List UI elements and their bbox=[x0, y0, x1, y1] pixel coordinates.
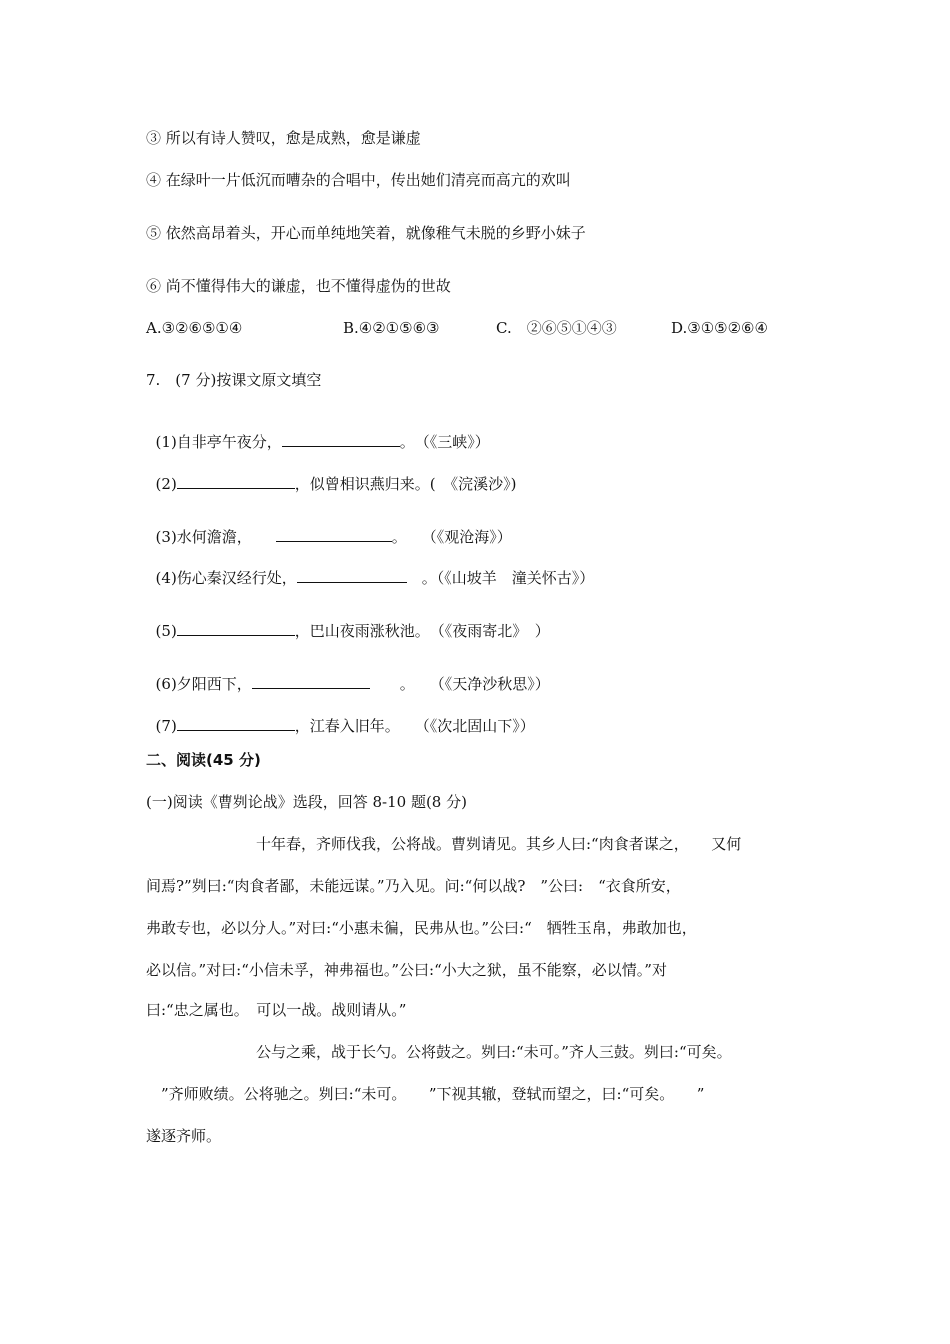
q7-item-1-text: (1)自非亭午夜分， bbox=[155, 433, 282, 451]
passage-para2-line1: 公与之乘，战于长勺。公将鼓之。刿曰:“未可。”齐人三鼓。刿曰:“可矣。 bbox=[256, 1043, 732, 1061]
passage-para2-line2: ”齐师败绩。公将驰之。刿曰:“未可。 ”下视其辙，登轼而望之，曰:“可矣。 ” bbox=[146, 1085, 705, 1103]
q7-item-5 bbox=[146, 601, 550, 641]
q7-item-3-text: (3)水何澹澹， bbox=[155, 528, 252, 546]
q7-item-6 bbox=[146, 654, 550, 694]
q7-item-6-text: (6)夕阳西下， bbox=[155, 675, 252, 693]
q7-item-2-source: ，似曾相识燕归来。( 《浣溪沙》) bbox=[294, 475, 517, 493]
q6-option-b: B.④②①⑤⑥③ bbox=[343, 319, 440, 337]
q7-item-4 bbox=[146, 548, 594, 588]
q7-item-1-source: 。 （《三峡》） bbox=[399, 433, 490, 451]
q6-option-a: A.③②⑥⑤①④ bbox=[146, 319, 243, 337]
q6-option-c: C. ②⑥⑤①④③ bbox=[496, 319, 617, 337]
q7-item-4-source: 。（《山坡羊 潼关怀古》） bbox=[406, 569, 595, 587]
q7-blank-1[interactable] bbox=[282, 432, 400, 447]
q6-option-d: D.③①⑤②⑥④ bbox=[671, 319, 768, 337]
q7-item-4-text: (4)伤心秦汉经行处， bbox=[155, 569, 297, 587]
passage-para1-line2: 间焉?”刿曰:“肉食者鄙，未能远谋。”乃入见。问:“何以战? ”公曰: “衣食所安， bbox=[146, 877, 681, 895]
passage-para2-line3: 遂逐齐师。 bbox=[146, 1127, 222, 1145]
q6-item-6: ⑥ 尚不懂得伟大的谦虚，也不懂得虚伪的世故 bbox=[146, 277, 451, 295]
passage-para1-line5: 曰:“忠之属也。 可以一战。战则请从。” bbox=[146, 1001, 407, 1019]
q7-blank-2[interactable] bbox=[177, 474, 295, 489]
q7-title: 7. (7 分)按课文原文填空 bbox=[146, 371, 322, 389]
q7-item-2 bbox=[146, 454, 517, 494]
reading-subheading: (一)阅读《曹刿论战》选段，回答 8-10 题(8 分) bbox=[146, 793, 467, 811]
q6-item-4: ④ 在绿叶一片低沉而嘈杂的合唱中，传出她们清亮而高亢的欢叫 bbox=[146, 171, 571, 189]
passage-para1-line1: 十年春，齐师伐我，公将战。曹刿请见。其乡人曰:“肉食者谋之， 又何 bbox=[256, 835, 742, 853]
q7-blank-5[interactable] bbox=[177, 621, 295, 636]
q7-blank-6[interactable] bbox=[252, 674, 370, 689]
section-heading: 二、阅读(45 分) bbox=[146, 751, 261, 769]
q7-item-3 bbox=[146, 507, 512, 547]
q7-item-7-text: (7) bbox=[155, 717, 177, 735]
q7-blank-3[interactable] bbox=[276, 527, 392, 542]
q7-item-5-text: (5) bbox=[155, 622, 177, 640]
q7-item-7 bbox=[146, 696, 535, 736]
q7-blank-7[interactable] bbox=[177, 716, 295, 731]
passage-para1-line4: 必以信。”对曰:“小信未孚，神弗福也。”公曰:“小大之狱，虽不能察，必以情。”对 bbox=[146, 961, 667, 979]
q7-item-7-source: ，江春入旧年。 （《次北固山下》） bbox=[294, 717, 535, 735]
q7-blank-4[interactable] bbox=[297, 568, 407, 583]
q6-item-5: ⑤ 依然高昂着头，开心而单纯地笑着，就像稚气未脱的乡野小妹子 bbox=[146, 224, 586, 242]
q6-item-3: ③ 所以有诗人赞叹，愈是成熟，愈是谦虚 bbox=[146, 129, 421, 147]
q7-item-6-source: 。 （《天净沙秋思》） bbox=[369, 675, 550, 693]
q7-item-5-source: ，巴山夜雨涨秋池。 （《夜雨寄北》 ） bbox=[294, 622, 550, 640]
q7-item-2-text: (2) bbox=[155, 475, 177, 493]
passage-para1-line3: 弗敢专也，必以分人。”对曰:“小惠未徧，民弗从也。”公曰:“ 牺牲玉帛，弗敢加也， bbox=[146, 919, 697, 937]
q7-item-1 bbox=[146, 412, 490, 452]
q7-item-3-source: 。 （《观沧海》） bbox=[391, 528, 512, 546]
